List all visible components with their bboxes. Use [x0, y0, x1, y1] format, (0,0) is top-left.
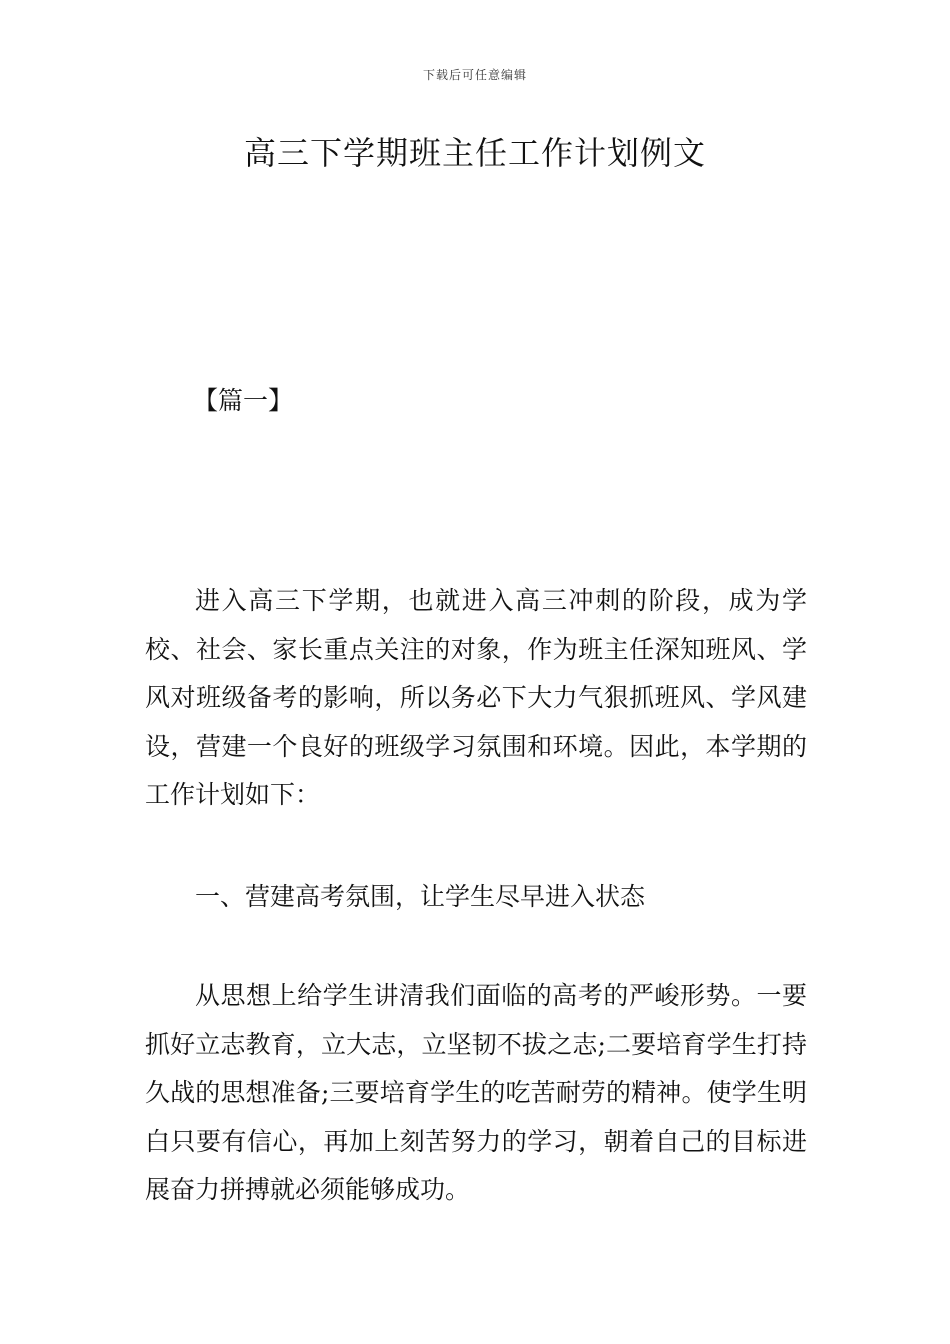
section-label: 【篇一】	[193, 386, 294, 415]
section-paragraph-1: 从思想上给学生讲清我们面临的高考的严峻形势。一要抓好立志教育，立大志，立坚韧不拔之志;二要培育学生打持久战的思想准备;三要培育学生的吃苦耐劳的精神。使学生明白只要有信心，再加上刻苦努力的学习，朝着自己的目标进展奋力拼搏就必须能够成功。	[145, 981, 807, 1204]
document-title: 高三下学期班主任工作计划例文	[243, 134, 706, 172]
section-heading-1: 一、营建高考氛围，让学生尽早进入状态	[195, 882, 646, 911]
intro-paragraph: 进入高三下学期，也就进入高三冲刺的阶段，成为学校、社会、家长重点关注的对象，作为班主任深知班风、学风对班级备考的影响，所以务必下大力气狠抓班风、学风建设，营建一个良好的班级学习氛围和环境。因此，本学期的工作计划如下：	[145, 586, 807, 809]
header-note: 下载后可任意编辑	[422, 68, 527, 82]
